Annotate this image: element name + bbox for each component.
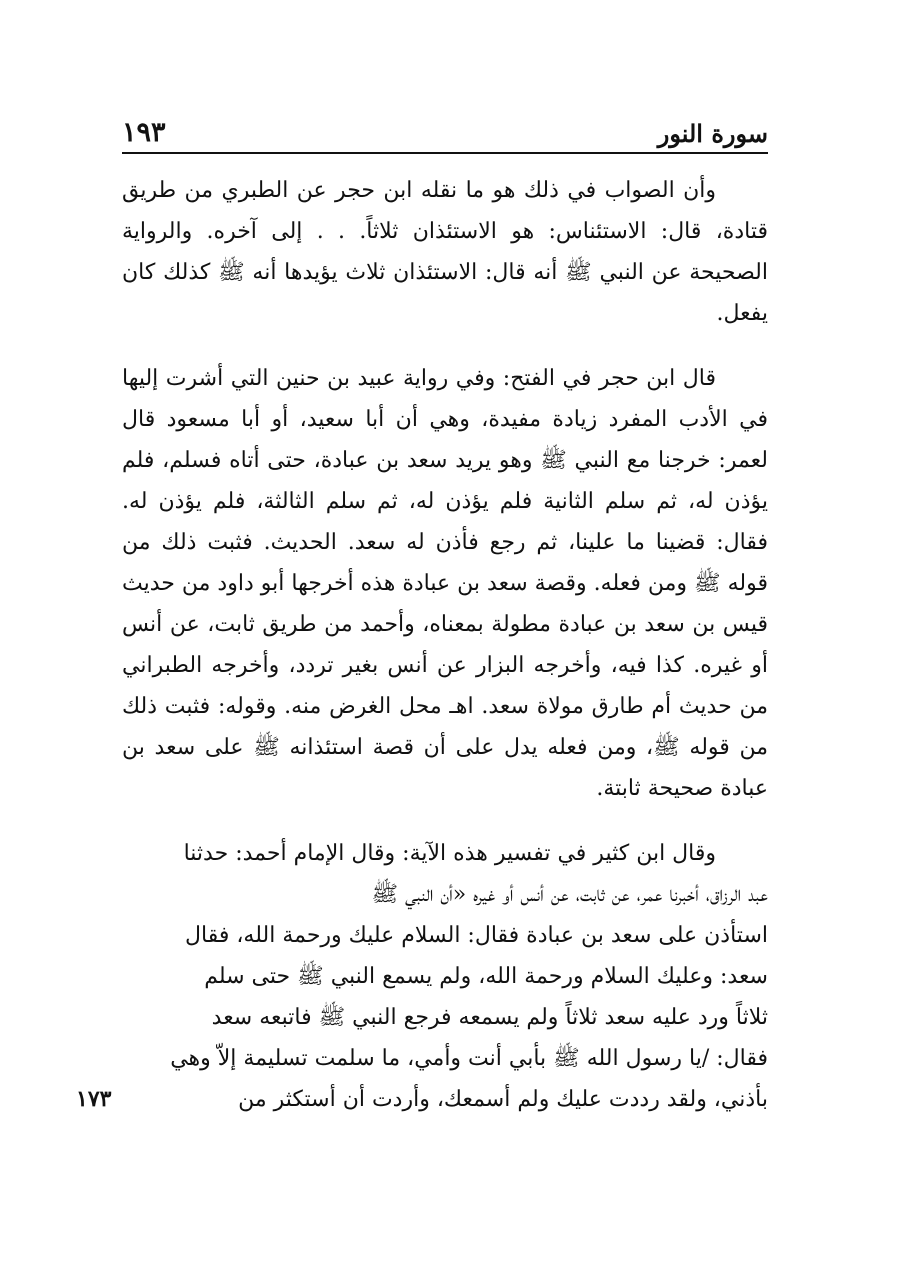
text-line: سعد: وعليك السلام ورحمة الله، ولم يسمع النبي ﷺ حتى سلم bbox=[204, 964, 768, 989]
paragraph-3 bbox=[122, 833, 768, 1120]
paragraph-1: وأن الصواب في ذلك هو ما نقله ابن حجر عن الطبري من طريق قتادة، قال: الاستئناس: هو الاستئذان ثلاثاً. . . إلى آخره. والرواية الصحيحة عن النبي ﷺ أنه قال: الاستئذان ثلاث يؤيدها أنه ﷺ كذلك كان يفعل. bbox=[122, 178, 768, 326]
text-line: فقال: /يا رسول الله ﷺ بأبي أنت وأمي، ما سلمت تسليمة إلاّ وهي bbox=[170, 1046, 768, 1071]
text-line: بأذني، ولقد رددت عليك ولم أسمعك، وأردت أن أستكثر من bbox=[238, 1087, 768, 1112]
paragraph-2: قال ابن حجر في الفتح: وفي رواية عبيد بن حنين التي أشرت إليها في الأدب المفرد زيادة مفيدة، وهي أن أبا سعيد، أو أبا مسعود قال لعمر: خرجنا مع النبي ﷺ وهو يريد سعد بن عبادة، حتى أتاه فسلم، فلم يؤذن له، ثم سلم الثانية فلم يؤذن له، ثم سلم الثالثة، فلم يؤذن له. فقال: قضينا ما علينا، ثم رجع فأذن له سعد. الحديث. فثبت ذلك من قوله ﷺ ومن فعله. وقصة سعد بن عبادة هذه أخرجها أبو داود من حديث قيس بن سعد بن عبادة مطولة بمعناه، وأحمد من طريق ثابت، عن أنس أو غيره. كذا فيه، وأخرجه البزار عن أنس بغير تردد، وأخرجه الطبراني من حديث أم طارق مولاة سعد. اهـ محل الغرض منه. وقوله: فثبت ذلك من قوله ﷺ، ومن فعله يدل على أن قصة استئذانه ﷺ على سعد بن عبادة صحيحة ثابتة. bbox=[122, 366, 768, 801]
text-line: عبد الرزاق، أخبرنا عمر، عن ثابت، عن أنس أو غيره «أن النبي ﷺ bbox=[371, 882, 768, 907]
text-line: استأذن على سعد بن عبادة فقال: السلام عليك ورحمة الله، فقال bbox=[185, 923, 768, 948]
margin-page-reference: ١٧٣ bbox=[76, 1086, 112, 1112]
surah-title: سورة النور bbox=[657, 119, 768, 148]
text-line: وقال ابن كثير في تفسير هذه الآية: وقال الإمام أحمد: حدثنا bbox=[183, 841, 716, 866]
page-number: ١٩٣ bbox=[122, 117, 166, 148]
text-line: ثلاثاً ورد عليه سعد ثلاثاً ولم يسمعه فرجع النبي ﷺ فاتبعه سعد bbox=[211, 1005, 768, 1030]
page-body bbox=[122, 170, 768, 1120]
page-header bbox=[122, 112, 768, 154]
